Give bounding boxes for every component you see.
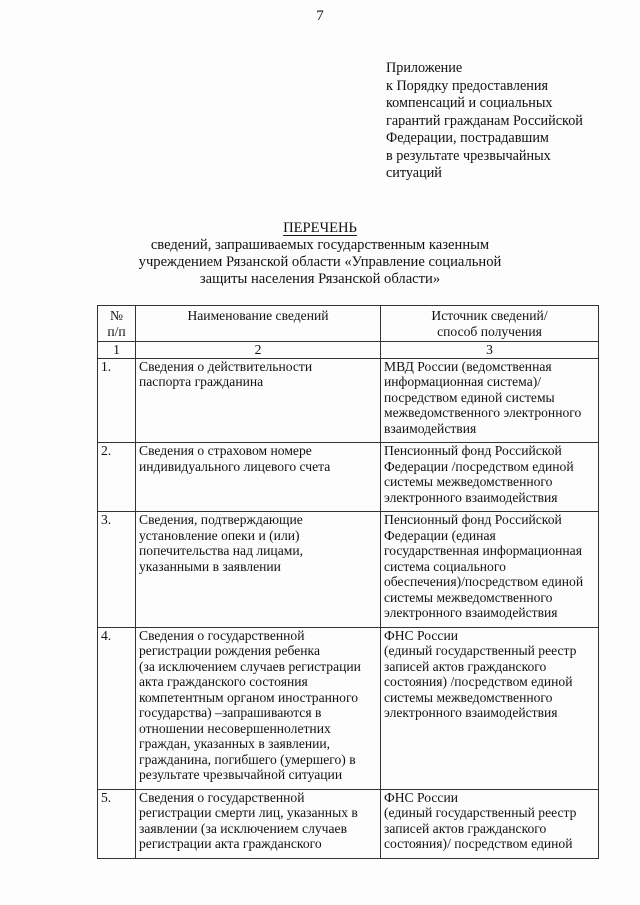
row-source: Пенсионный фонд Российской Федерации (единая государственная информационная система социального обеспечения)/посредством единой системы межведомственного электронного взаимодействия: [381, 512, 599, 628]
document-title: [100, 220, 540, 288]
row-source: Пенсионный фонд Российской Федерации /посредством единой системы межведомственного электронного взаимодействия: [381, 443, 599, 512]
header-name: Наименование сведений: [136, 306, 381, 342]
row-source: ФНС России (единый государственный реестр записей актов гражданского состояния) /посредством единой системы межведомственного электронного взаимодействия: [381, 627, 599, 789]
row-source: ФНС России (единый государственный реестр записей актов гражданского состояния)/ посредством единой: [381, 789, 599, 858]
page-number: 7: [316, 8, 324, 24]
table-row: [98, 443, 599, 512]
table-row: [98, 627, 599, 789]
row-number: 4.: [98, 627, 136, 789]
row-name: Сведения о страховом номере индивидуального лицевого счета: [136, 443, 381, 512]
table-row: [98, 358, 599, 443]
table-row: [98, 512, 599, 628]
row-number: 3.: [98, 512, 136, 628]
row-number: 2.: [98, 443, 136, 512]
title-line-1: сведений, запрашиваемых государственным казенным: [150, 237, 490, 253]
index-cell: 3: [381, 342, 599, 359]
information-table: [97, 305, 599, 859]
title-line-3: защиты населения Рязанской области»: [199, 271, 441, 287]
index-cell: 1: [98, 342, 136, 359]
title-heading: ПЕРЕЧЕНЬ: [283, 220, 357, 236]
row-name: Сведения, подтверждающие установление опеки и (или) попечительства над лицами, указанными в заявлении: [136, 512, 381, 628]
row-number: 1.: [98, 358, 136, 443]
table-index-row: [98, 342, 599, 359]
row-name: Сведения о государственной регистрации рождения ребенка (за исключением случаев регистрации акта гражданского состояния компетентным органом иностранного государства) –запрашиваются в отношении несовершеннолетних граждан, указанных в заявлении, гражданина, погибшего (умершего) в результате чрезвычайной ситуации: [136, 627, 381, 789]
header-source: Источник сведений/ способ получения: [381, 306, 599, 342]
appendix-note: Приложение к Порядку предоставления компенсаций и социальных гарантий гражданам Российской Федерации, пострадавшим в результате чрезвычайных ситуаций: [386, 60, 583, 181]
title-line-2: учреждением Рязанской области «Управление социальной: [138, 254, 502, 270]
row-source: МВД России (ведомственная информационная система)/ посредством единой системы межведомственного электронного взаимодействия: [381, 358, 599, 443]
row-name: Сведения о государственной регистрации смерти лиц, указанных в заявлении (за исключением случаев регистрации акта гражданского: [136, 789, 381, 858]
index-cell: 2: [136, 342, 381, 359]
row-number: 5.: [98, 789, 136, 858]
table-header-row: [98, 306, 599, 342]
table-row: [98, 789, 599, 858]
row-name: Сведения о действительности паспорта гражданина: [136, 358, 381, 443]
header-number: № п/п: [98, 306, 136, 342]
